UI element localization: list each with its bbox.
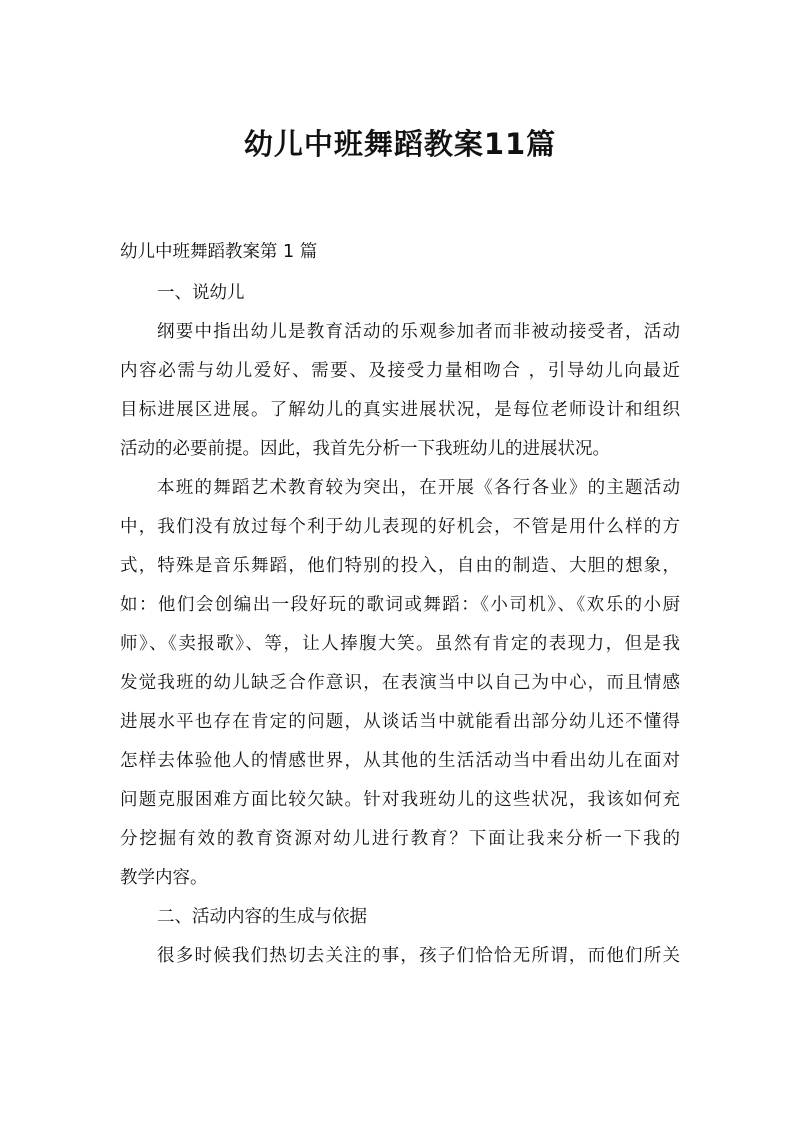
section-heading: 一、说幼儿 <box>157 283 245 303</box>
paragraph-line: 师》、《卖报歌》、等，让人捧腹大笑。虽然有肯定的表现力，但是我 <box>120 634 680 654</box>
paragraph-line: 活动的必要前提。因此，我首先分析一下我班幼儿的进展状况。 <box>120 439 610 459</box>
section-subtitle: 幼儿中班舞蹈教案第 1 篇 <box>120 242 318 262</box>
paragraph-line: 本班的舞蹈艺术教育较为突出，在开展《各行各业》的主题活动 <box>157 478 680 498</box>
paragraph-line: 目标进展区进展。了解幼儿的真实进展状况，是每位老师设计和组织 <box>120 400 680 420</box>
paragraph-line: 问题克服困难方面比较欠缺。针对我班幼儿的这些状况，我该如何充 <box>120 790 680 810</box>
paragraph-line: 发觉我班的幼儿缺乏合作意识，在表演当中以自己为中心，而且情感 <box>120 673 680 693</box>
paragraph-line: 内容必需与幼儿爱好、需要、及接受力量相吻合 ，引导幼儿向最近 <box>120 361 680 381</box>
paragraph-line: 分挖掘有效的教育资源对幼儿进行教育？下面让我来分析一下我的 <box>120 829 680 849</box>
paragraph-line: 教学内容。 <box>120 868 208 888</box>
paragraph-line: 如：他们会创编出一段好玩的歌词或舞蹈：《小司机》、《欢乐的小厨 <box>120 595 680 615</box>
document-body <box>120 240 680 983</box>
paragraph-line: 怎样去体验他人的情感世界，从其他的生活活动当中看出幼儿在面对 <box>120 751 680 771</box>
paragraph-line: 式，特殊是音乐舞蹈，他们特别的投入，自由的制造、大胆的想象， <box>120 556 680 576</box>
paragraph-line: 纲要中指出幼儿是教育活动的乐观参加者而非被动接受者，活动 <box>157 322 680 342</box>
paragraph-2 <box>120 476 680 890</box>
document-title: 幼儿中班舞蹈教案11篇 <box>243 127 557 161</box>
paragraph-3 <box>120 944 680 968</box>
paragraph-line: 很多时候我们热切去关注的事，孩子们恰恰无所谓，而他们所关 <box>157 946 680 966</box>
section-heading: 二、活动内容的生成与依据 <box>157 907 367 927</box>
paragraph-1 <box>120 320 680 461</box>
paragraph-line: 中，我们没有放过每个利于幼儿表现的好机会，不管是用什么样的方 <box>120 517 680 537</box>
paragraph-line: 进展水平也存在肯定的问题，从谈话当中就能看出部分幼儿还不懂得 <box>120 712 680 732</box>
